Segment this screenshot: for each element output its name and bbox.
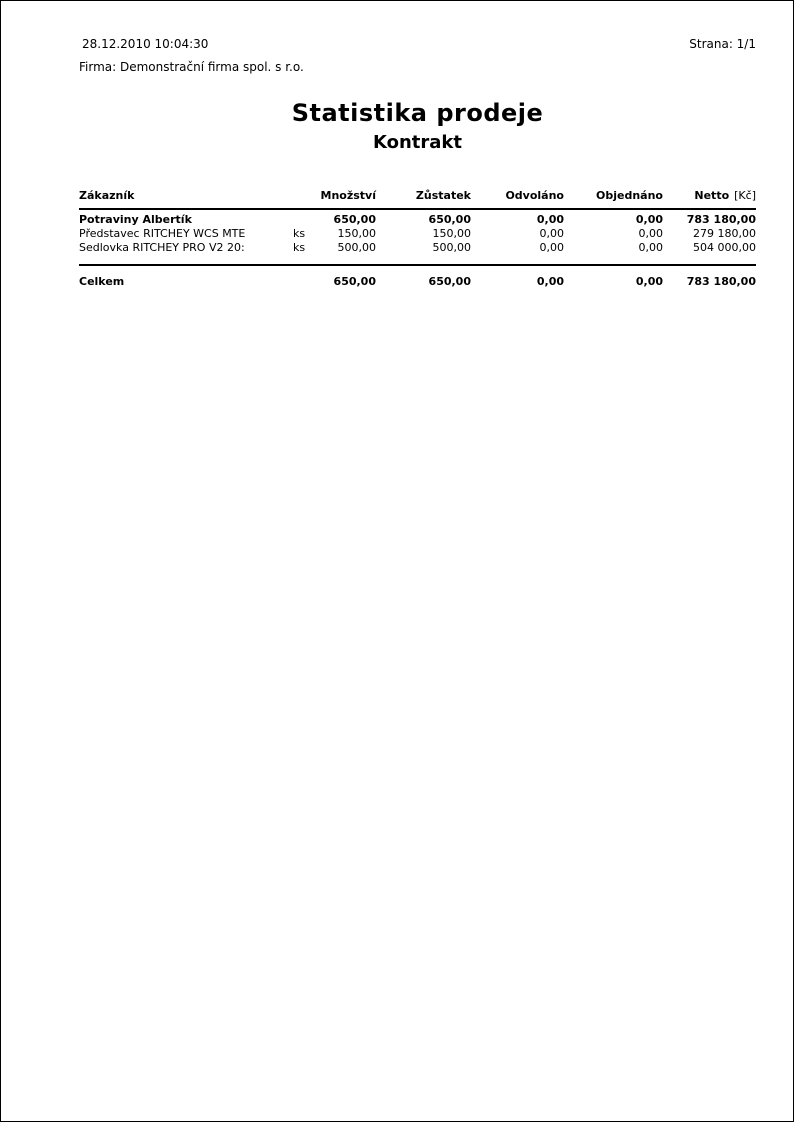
col-header-ordered: Objednáno [596, 189, 663, 202]
cell-cancelled: 0,00 [536, 213, 564, 226]
cell-product-name: Sedlovka RITCHEY PRO V2 20: [79, 241, 245, 254]
sales-table [79, 189, 756, 289]
cell-netto: 504 000,00 [693, 241, 756, 254]
total-cancelled: 0,00 [536, 275, 564, 288]
company-line: Firma: Demonstrační firma spol. s r.o. [79, 60, 304, 74]
cell-ordered: 0,00 [638, 227, 663, 240]
currency-unit-label: [Kč] [734, 189, 756, 202]
cell-balance: 500,00 [432, 241, 471, 254]
page-number: Strana: 1/1 [689, 37, 756, 51]
table-header-row [79, 189, 756, 210]
cell-quantity: 150,00 [337, 227, 376, 240]
netto-label: Netto [694, 189, 730, 202]
report-title: Statistika prodeje [291, 99, 544, 127]
group-header-row [79, 213, 756, 227]
col-header-unit-spacer [293, 189, 313, 203]
cell-unit: ks [293, 227, 306, 240]
cell-netto: 783 180,00 [686, 213, 756, 226]
cell-ordered: 0,00 [638, 241, 663, 254]
total-netto: 783 180,00 [686, 275, 756, 288]
report-subtitle: Kontrakt [372, 132, 462, 153]
cell-customer-name: Potraviny Albertík [79, 213, 192, 226]
cell-ordered: 0,00 [635, 213, 663, 226]
total-ordered: 0,00 [635, 275, 663, 288]
item-row [79, 241, 756, 255]
cell-cancelled: 0,00 [539, 227, 564, 240]
total-label: Celkem [79, 275, 125, 288]
total-row [79, 266, 756, 289]
item-row [79, 227, 756, 241]
cell-balance: 150,00 [432, 227, 471, 240]
cell-cancelled: 0,00 [539, 241, 564, 254]
col-header-balance: Zůstatek [415, 189, 471, 202]
total-balance: 650,00 [428, 275, 471, 288]
col-header-cancelled: Odvoláno [505, 189, 564, 202]
cell-quantity: 650,00 [333, 213, 376, 226]
cell-netto: 279 180,00 [693, 227, 756, 240]
col-header-netto [663, 189, 756, 203]
col-header-quantity: Množství [320, 189, 376, 202]
cell-unit: ks [293, 241, 306, 254]
total-quantity: 650,00 [333, 275, 376, 288]
col-header-customer: Zákazník [79, 189, 135, 202]
cell-balance: 650,00 [428, 213, 471, 226]
cell-product-name: Představec RITCHEY WCS MTE [79, 227, 246, 240]
cell-quantity: 500,00 [337, 241, 376, 254]
report-meta-row [79, 37, 756, 52]
report-datetime: 28.12.2010 10:04:30 [82, 37, 209, 51]
